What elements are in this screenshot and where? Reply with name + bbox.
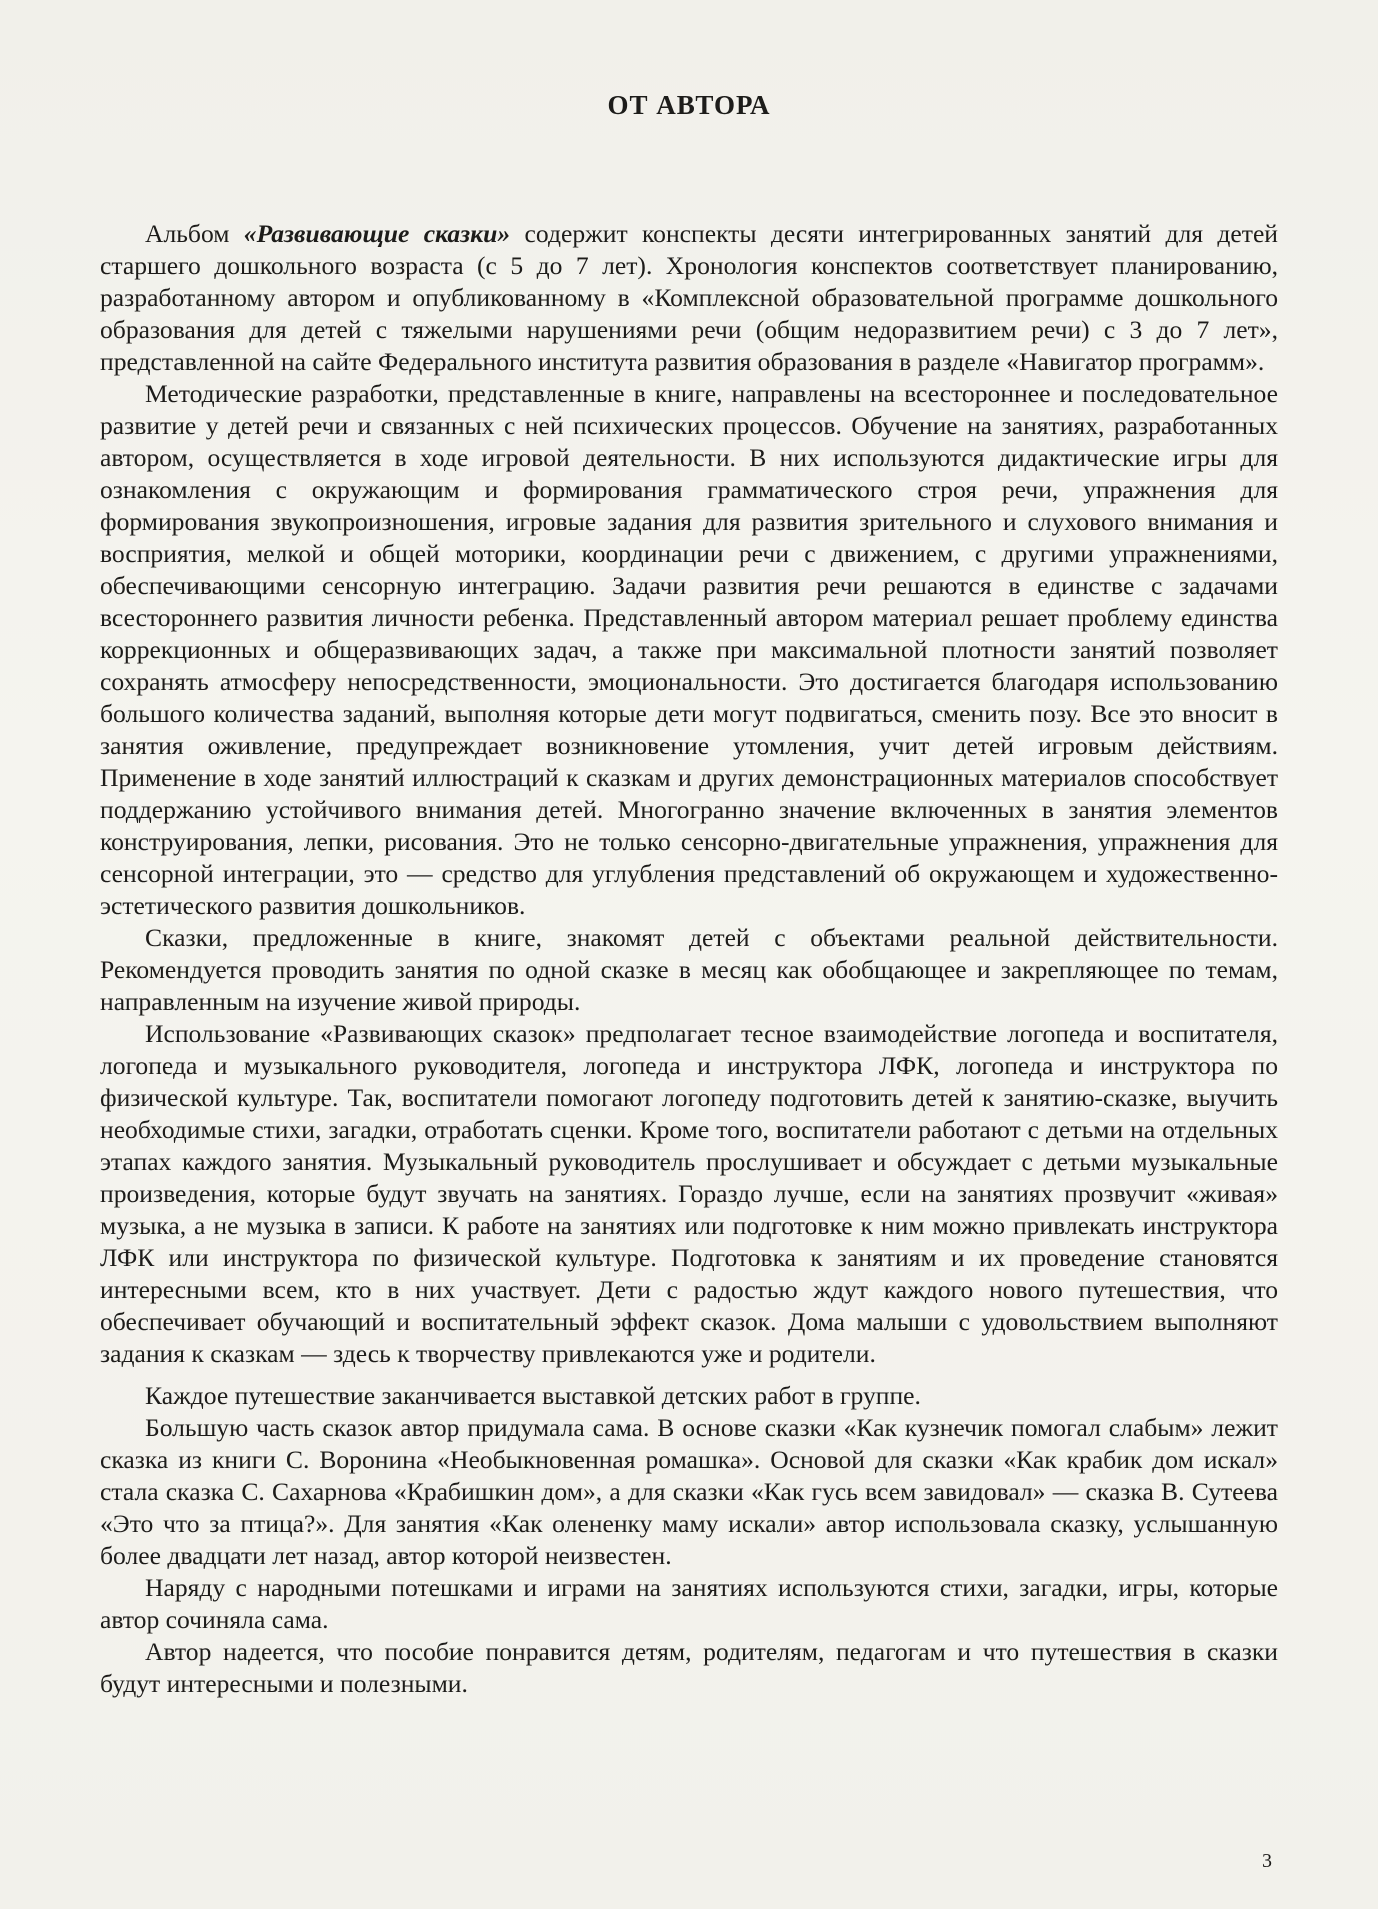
page-title: ОТ АВТОРА (607, 90, 771, 120)
paragraph-8: Автор надеется, что пособие понравится детям, родителям, педагогам и что путешествия в сказки будут интересными и полезными. (100, 1637, 1278, 1698)
paragraph-1-rest: содержит конспекты десяти интегрированных занятий для детей старшего дошкольного возраста (с 5 до 7 лет). Хронология конспектов соответствует планированию, разработанному автором и опубликованному в «Комплексной образовательной программе дошкольного образования для детей с тяжелыми нарушениями речи (общим недоразвитием речи) с 3 до 7 лет», представленной на сайте Федерального института развития образования в разделе «Навигатор программ». (100, 219, 1278, 376)
paragraph-4: Использование «Развивающих сказок» предполагает тесное взаимодействие логопеда и воспитателя, логопеда и музыкального руководителя, логопеда и инструктора ЛФК, логопеда и инструктора по физической культуре. Так, воспитатели помогают логопеду подготовить детей к занятию-сказке, выучить необходимые стихи, загадки, отработать сценки. Кроме того, воспитатели работают с детьми на отдельных этапах каждого занятия. Музыкальный руководитель прослушивает и обсуждает с детьми музыкальные произведения, которые будут звучать на занятиях. Гораздо лучше, если на занятиях прозвучит «живая» музыка, а не музыка в записи. К работе на занятиях или подготовке к ним можно привлекать инструктора ЛФК или инструктора по физической культуре. Подготовка к занятиям и их проведение становятся интересными всем, кто в них участвует. Дети с радостью ждут каждого нового путешествия, что обеспечивает обучающий и воспитательный эффект сказок. Дома малыши с удовольствием выполняют задания к сказкам — здесь к творчеству привлекаются уже и родители. (100, 1019, 1278, 1368)
paragraph-1-lead: Альбом (145, 219, 244, 248)
paragraph-7: Наряду с народными потешками и играми на занятиях используются стихи, загадки, игры, которые автор сочиняла сама. (100, 1573, 1278, 1634)
paragraph-2: Методические разработки, представленные в книге, направлены на всестороннее и последовательное развитие у детей речи и связанных с ней психических процессов. Обучение на занятиях, разработанных автором, осуществляется в ходе игровой деятельности. В них используются дидактические игры для ознакомления с окружающим и формирования грамматического строя речи, упражнения для формирования звукопроизношения, игровые задания для развития зрительного и слухового внимания и восприятия, мелкой и общей моторики, координации речи с движением, с другими упражнениями, обеспечивающими сенсорную интеграцию. Задачи развития речи решаются в единстве с задачами всестороннего развития личности ребенка. Представленный автором материал решает проблему единства коррекционных и общеразвивающих задач, а также при максимальной плотности занятий позволяет сохранять атмосферу непосредственности, эмоциональности. Это достигается благодаря использованию большого количества заданий, выполняя которые дети могут подвигаться, сменить позу. Все это вносит в занятия оживление, предупреждает возникновение утомления, учит детей игровым действиям. Применение в ходе занятий иллюстраций к сказкам и других демонстрационных материалов способствует поддержанию устойчивого внимания детей. Многогранно значение включенных в занятия элементов конструирования, лепки, рисования. Это не только сенсорно-двигательные упражнения, упражнения для сенсорной интеграции, это — средство для углубления представлений об окружающем и художественно-эстетического развития дошкольников. (100, 379, 1278, 920)
paragraph-1 (100, 218, 1278, 378)
paragraph-5: Каждое путешествие заканчивается выставкой детских работ в группе. (145, 1381, 921, 1410)
body-text (100, 218, 1278, 1700)
paragraph-6: Большую часть сказок автор придумала сама. В основе сказки «Как кузнечик помогал слабым» лежит сказка из книги С. Воронина «Необыкновенная ромашка». Основой для сказки «Как крабик дом искал» стала сказка С. Сахарнова «Крабишкин дом», а для сказки «Как гусь всем завидовал» — сказка В. Сутеева «Это что за птица?». Для занятия «Как олененку маму искали» автор использовала сказку, услышанную более двадцати лет назад, автор которой неизвестен. (100, 1413, 1278, 1570)
page-number: 3 (1262, 1850, 1272, 1872)
album-title: «Развивающие сказки» (243, 219, 511, 248)
paragraph-3: Сказки, предложенные в книге, знакомят детей с объектами реальной действительности. Рекомендуется проводить занятия по одной сказке в месяц как обобщающее и закрепляющее по темам, направленным на изучение живой природы. (100, 923, 1278, 1016)
